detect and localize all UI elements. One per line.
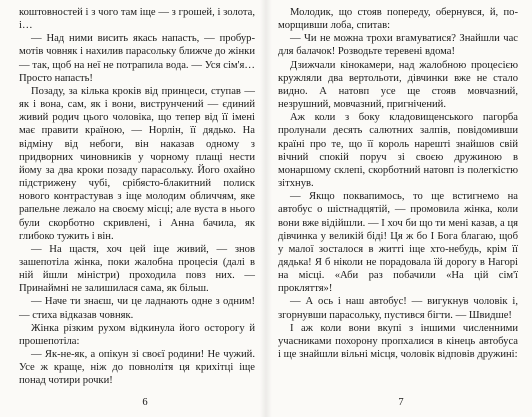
paragraph: Аж коли з боку кладовищенського пагорба пролунали десять салютних залпів, повідомивши країні про те, що її король нарешті знайшов свій вічний спокій поруч зі своєю дружиною в монаршому склепі, скорботний натовп із полегкістю зітхнув. (278, 112, 518, 190)
left-page-text (19, 6, 255, 388)
page-number: 7 (398, 397, 404, 408)
right-page (266, 0, 532, 417)
paragraph: Молодик, що стояв попереду, обернувся, й, поморщивши лоба, спитав: (278, 7, 518, 32)
paragraph: Дзижчали кінокамери, над жалобною процесією кружляли два вертольоти, дівчинки вже не стало видно. А натовп усе ще стояв мовчазний, незрушний, мовчазний, пригнічений. (278, 59, 518, 111)
paragraph: І аж коли вони вкупі з іншими численними учасниками похорону пропхалися в кінець автобуса і ще знайшли вільні місця, чоловік відповів дружині: (278, 322, 518, 361)
paragraph: коштовностей і з чого там іще — з грошей, і золота, і… (19, 7, 255, 32)
paragraph: — Чи не можна трохи вгамуватися? Знайшли час для балачок! Розводьте теревені вдома! (278, 33, 518, 58)
paragraph: — Як-не-як, а опікун зі своєї родини! Не чужий. Усе ж краще, ніж до повнолітя ця крихітці іще понад чотири рочки! (19, 349, 255, 387)
paragraph: Позаду, за кілька кроків від принцеси, ступав — як і вона, сам, як і вони, виструнчений — єдиний живий родич цього чоловіка, що тепер від її імені має правити країною, — Норлін, її дядько. На відміну від небоги, він наказав одному з придворних чиновників у чорному плащі нести йому за два кроки позаду парасольку. Його охайно підстрижену чубі, срібясто-блакитний полиск нового контрастував з іще молодим обличчям, яке рапельне лежало на своєму місці; але вуста в нього були скорботно скривлені, і Анна бачила, як глибоко тужить і він. (19, 85, 255, 242)
paragraph: — Якщо поквапимось, то ще встигнемо на автобус о шістнадцятій, — промовила жінка, коли вони вже відійшли. — І хоч би що ти мені казав, а ця дівчинка у великій біді! Ця ж бо І Бога благаю, щоб у малої зосталося в житті іще хто-небудь, крім її дядька! Я б ніколи не порадовала їй дорогу в Нагорі на місці. «Аби раз побачили «На цій сім'ї прокляття»! (278, 191, 518, 295)
paragraph: Жінка різким рухом відкинула його осторогу й прошепотіла: (19, 322, 255, 347)
page-number: 6 (142, 397, 148, 408)
paragraph: — А ось і наш автобус! — вигукнув чоловік і, згорнувши парасольку, пустився бігти. — Швидше! (278, 296, 518, 321)
right-page-text (278, 6, 518, 361)
paragraph: — На щастя, хоч цей іще живий, — знов зашепотіла жінка, поки жалобна процесія (далі в ній йшли міністри) проходила повз них. — Принаймні не залишилася сама, як більш. (19, 243, 255, 295)
paragraph: — Над ними висить якась напасть, — пробурмотів човняк і нахилив парасольку ближче до жінки — так, щоб на неї не потрапила вода. — Уся сім'я… Просто напасть! (19, 33, 255, 84)
paragraph: — Наче ти знаєш, чи це ладнають одне з одним! — стиха відказав човняк. (19, 296, 255, 321)
